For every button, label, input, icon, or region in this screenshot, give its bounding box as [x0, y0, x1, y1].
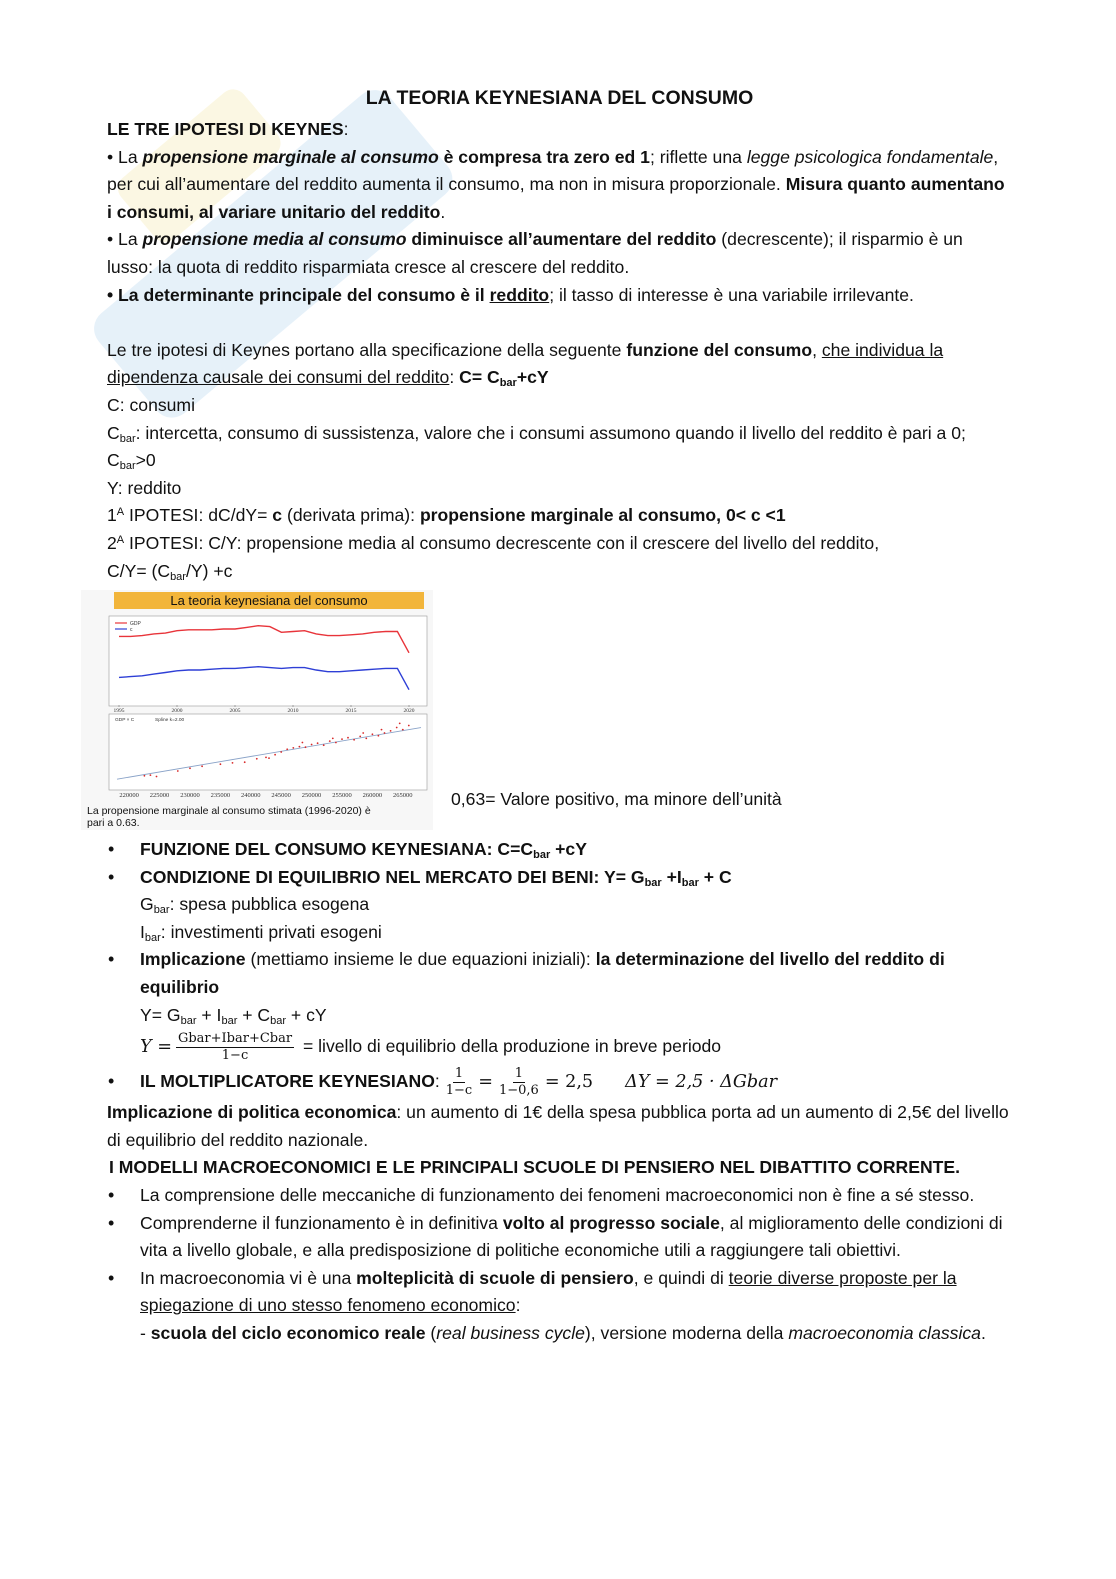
scatter-point [280, 751, 282, 753]
scatter-chart [109, 714, 427, 799]
key-points-list [107, 836, 1012, 1099]
scatter-point [286, 748, 288, 750]
figure-row [81, 590, 1012, 830]
x-tick-label: 2015 [345, 708, 357, 715]
scatter-point [220, 763, 222, 765]
scatter-point [299, 746, 301, 748]
x-tick-label: 245000 [271, 792, 291, 800]
x-tick-label: 2020 [403, 708, 415, 715]
def-y: Y: reddito [107, 477, 182, 498]
scatter-point [347, 737, 349, 739]
scatter-point [329, 740, 331, 742]
scatter-point [232, 762, 234, 764]
scatter-point [381, 729, 383, 731]
scatter-point [144, 775, 146, 777]
scatter-point [156, 776, 158, 778]
line-chart [109, 616, 427, 714]
x-tick-label: 225000 [149, 792, 170, 800]
x-tick-label: 2000 [171, 708, 183, 715]
x-tick-label: 2010 [287, 708, 299, 715]
list-item: • IL MOLTIPLICATORE KEYNESIANO: $\frac{1}{1-c}$ = $\frac{1}{1-0,6}$ = 2,5 ΔY = 2,5 · ΔGbar [107, 1064, 1012, 1099]
list-item: • FUNZIONE DEL CONSUMO KEYNESIANA: $C=C_{bar} +cY$ [107, 836, 1012, 864]
scatter-point [365, 738, 367, 740]
scatter-point [384, 732, 386, 734]
x-tick-label: 260000 [362, 792, 383, 800]
policy-implication: Implicazione di politica economica: un aumento di 1€ della spesa pubblica porta ad un aumento di 2,5€ del livello di equilibrio del reddito nazionale. [107, 1102, 1009, 1150]
scatter-point [353, 739, 355, 741]
scatter-point [372, 733, 374, 735]
x-tick-label: 1995 [113, 708, 125, 715]
scatter-point [311, 744, 313, 746]
list-item: • Implicazione (mettiamo insieme le due equazioni iniziali): la determinazione del livello del reddito di equilibrio $Y= G_{bar} + I_{bar} + C_{bar}$ + cY Y = $\frac{\text{Gbar+Ibar+Cbar}}{1-c}$ = livello di equilibrio della produzione in breve periodo [107, 946, 1012, 1064]
scatter-point [317, 742, 319, 744]
list-item: • CONDIZIONE DI EQUILIBRIO NEL MERCATO DEI BENI: $Y= G_{bar} +I_{bar} + C$ $G_{bar}$: spesa pubblica esogena $I_{bar}$: investimenti privati esogeni [107, 864, 1012, 947]
hypothesis-1: • La propensione marginale al consumo è compresa tra zero ed 1; riflette una legge psicologica fondamentale, per cui all’aumentare del reddito aumenta il consumo, ma non in misura proporzionale. Misura quanto aumentano i consumi, al variare unitario del reddito. [107, 146, 1005, 222]
scatter-point [323, 744, 325, 746]
scatter-point [390, 730, 392, 732]
scatter-point [201, 765, 203, 767]
list-item: • Comprenderne il funzionamento è in definitiva volto al progresso sociale, al miglioramento delle condizioni di vita a livello globale, e alla predisposizione di politiche economiche utili a raggiungere tali obiettivi. [107, 1210, 1012, 1265]
figure-caption-line-1: La propensione marginale al consumo stimata (1996-2020) è [87, 805, 371, 818]
scatter-point [265, 757, 267, 759]
scatter-point [359, 736, 361, 738]
hypothesis-line-2: $2^A$ IPOTESI: C/Y: propensione media al consumo decrescente con il crescere del livello del reddito, $C/Y= (C_{bar}/Y) +c$ [107, 532, 880, 583]
x-tick-label: 265000 [393, 792, 413, 800]
figure-side-text: 0,63= Valore positivo, ma minore dell’unità [451, 788, 782, 809]
x-tick-label: 235000 [210, 792, 231, 800]
hypothesis-3: • La determinante principale del consumo è il reddito; il tasso di interesse è una variabile irrilevante. [107, 284, 914, 305]
page-title: LA TEORIA KEYNESIANA DEL CONSUMO [365, 87, 754, 109]
scatter-frame [109, 714, 427, 790]
section-2-heading: I MODELLI MACROECONOMICI E LE PRINCIPALI SCUOLE DI PENSIERO NEL DIBATTITO CORRENTE. [109, 1157, 961, 1178]
figure-banner-text: La teoria keynesiana del consumo [170, 593, 368, 609]
scatter-point [335, 742, 337, 744]
x-tick-label: 230000 [180, 792, 200, 800]
scatter-point [189, 767, 191, 769]
equilibrium-equation: Y = $\frac{\text{Gbar+Ibar+Cbar}}{1-c}$ = livello di equilibrio della produzione in breve periodo [140, 1031, 722, 1064]
chart-svg [81, 590, 433, 830]
figure-caption-line-2: pari a 0.63. [87, 817, 140, 830]
x-tick-label: 255000 [332, 792, 352, 800]
consumption-function-intro: Le tre ipotesi di Keynes portano alla specificazione della seguente funzione del consumo, che individua la dipendenza causale dei consumi del reddito: $C= C_{bar}+cY$ [107, 339, 944, 390]
schools-list [107, 1182, 1012, 1348]
scatter-point [408, 725, 410, 727]
scatter-point [341, 738, 343, 740]
scatter-point [302, 742, 304, 744]
legend-label: GDP × C [115, 718, 135, 724]
scatter-point [274, 754, 276, 756]
scatter-point [305, 746, 307, 748]
legend-label: GDP [130, 621, 141, 628]
legend-label: Spline k=2.00 [155, 718, 185, 724]
scatter-point [332, 738, 334, 740]
scatter-point [378, 735, 380, 737]
x-tick-label: 2005 [229, 708, 241, 715]
x-tick-label: 250000 [301, 792, 322, 800]
hypothesis-2: • La propensione media al consumo diminuisce all’aumentare del reddito (decrescente); il risparmio è un lusso: la quota di reddito risparmiata cresce al crescere del reddito. [107, 229, 963, 277]
scatter-point [150, 774, 152, 776]
document-page [87, 84, 1012, 1348]
scatter-point [256, 758, 258, 760]
x-tick-label: 240000 [241, 792, 261, 800]
scatter-point [177, 770, 179, 772]
chart-figure [81, 590, 433, 830]
scatter-point [244, 761, 246, 763]
scatter-point [292, 747, 294, 749]
list-item: • La comprensione delle meccaniche di funzionamento dei fenomeni macroeconomici non è fine a sé stesso. [107, 1182, 1012, 1210]
scatter-point [396, 727, 398, 729]
def-cbar: $C_{bar}$: intercetta, consumo di sussistenza, valore che i consumi assumono quando il livello del reddito è pari a 0; $C_{bar}>0$ [107, 422, 966, 473]
scatter-point [362, 732, 364, 734]
hypothesis-line-1: $1^A$ IPOTESI: dC/dY= c (derivata prima): propensione marginale al consumo, 0< c <1 [107, 505, 786, 526]
hypotheses-heading: LE TRE IPOTESI DI KEYNES: [107, 119, 349, 139]
scatter-point [402, 729, 404, 731]
list-item: • In macroeconomia vi è una molteplicità di scuole di pensiero, e quindi di teorie diverse proposte per la spiegazione di uno stesso fenomeno economico: - scuola del ciclo economico reale (real business cycle), versione moderna della macroeconomia classica. [107, 1265, 1012, 1348]
x-tick-label: 220000 [119, 792, 139, 800]
line-chart-frame [109, 616, 427, 706]
scatter-point [268, 757, 270, 759]
def-c: C: consumi [107, 394, 195, 415]
scatter-point [399, 723, 401, 725]
legend-label: c [130, 627, 133, 634]
